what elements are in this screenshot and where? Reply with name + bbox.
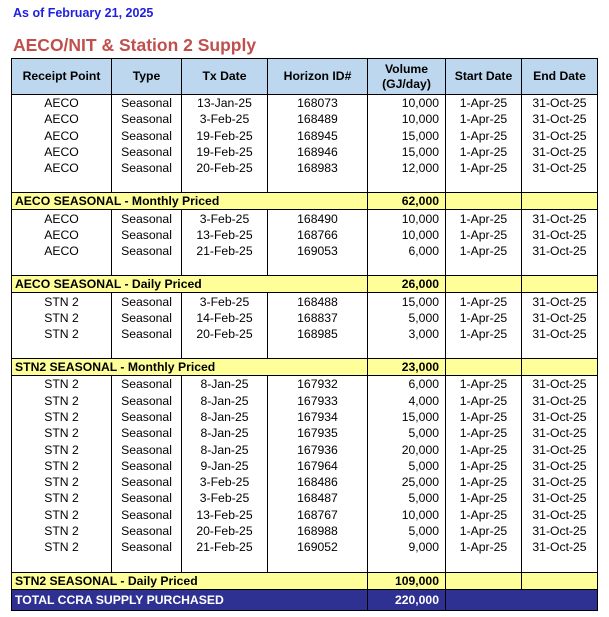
cell-tx-date: 3-Feb-25	[182, 474, 268, 490]
cell-end-date: 31-Oct-25	[522, 523, 598, 539]
subtotal-volume: 62,000	[368, 193, 446, 210]
subtotal-empty-cell	[522, 193, 598, 210]
cell-type: Seasonal	[112, 111, 182, 127]
cell-tx-date: 8-Jan-25	[182, 393, 268, 409]
cell-end-date: 31-Oct-25	[522, 490, 598, 506]
cell-end-date: 31-Oct-25	[522, 409, 598, 425]
spacer-cell	[268, 176, 368, 193]
spacer-cell	[182, 342, 268, 359]
subtotal-label: AECO SEASONAL - Daily Priced	[12, 276, 368, 293]
cell-horizon-id: 169053	[268, 243, 368, 259]
cell-tx-date: 13-Jan-25	[182, 95, 268, 112]
cell-horizon-id: 168489	[268, 111, 368, 127]
cell-type: Seasonal	[112, 144, 182, 160]
table-row	[12, 210, 598, 227]
subtotal-volume: 26,000	[368, 276, 446, 293]
spacer-cell	[522, 259, 598, 276]
table-row	[12, 144, 598, 160]
cell-volume: 10,000	[368, 95, 446, 112]
cell-start-date: 1-Apr-25	[446, 326, 522, 342]
cell-tx-date: 3-Feb-25	[182, 490, 268, 506]
cell-type: Seasonal	[112, 441, 182, 457]
table-row	[12, 474, 598, 490]
header-start-date: Start Date	[446, 59, 522, 95]
table-row	[12, 227, 598, 243]
cell-type: Seasonal	[112, 539, 182, 555]
cell-tx-date: 8-Jan-25	[182, 441, 268, 457]
subtotal-row	[12, 359, 598, 376]
cell-tx-date: 20-Feb-25	[182, 326, 268, 342]
cell-type: Seasonal	[112, 128, 182, 144]
spacer-cell	[446, 556, 522, 573]
subtotal-empty-cell	[446, 572, 522, 589]
cell-start-date: 1-Apr-25	[446, 243, 522, 259]
spacer-cell	[368, 176, 446, 193]
spacer-row	[12, 259, 598, 276]
spacer-cell	[182, 259, 268, 276]
cell-start-date: 1-Apr-25	[446, 458, 522, 474]
spacer-row	[12, 342, 598, 359]
cell-start-date: 1-Apr-25	[446, 95, 522, 112]
cell-end-date: 31-Oct-25	[522, 111, 598, 127]
cell-receipt-point: AECO	[12, 111, 112, 127]
cell-type: Seasonal	[112, 326, 182, 342]
spacer-row	[12, 176, 598, 193]
header-type: Type	[112, 59, 182, 95]
cell-end-date: 31-Oct-25	[522, 474, 598, 490]
cell-type: Seasonal	[112, 210, 182, 227]
cell-horizon-id: 168766	[268, 227, 368, 243]
cell-start-date: 1-Apr-25	[446, 227, 522, 243]
cell-receipt-point: STN 2	[12, 425, 112, 441]
cell-start-date: 1-Apr-25	[446, 539, 522, 555]
cell-receipt-point: STN 2	[12, 393, 112, 409]
cell-tx-date: 8-Jan-25	[182, 376, 268, 393]
cell-end-date: 31-Oct-25	[522, 310, 598, 326]
cell-type: Seasonal	[112, 243, 182, 259]
cell-tx-date: 3-Feb-25	[182, 111, 268, 127]
spacer-cell	[522, 176, 598, 193]
cell-tx-date: 8-Jan-25	[182, 409, 268, 425]
table-row	[12, 293, 598, 310]
cell-horizon-id: 167934	[268, 409, 368, 425]
spacer-cell	[268, 342, 368, 359]
table-row	[12, 409, 598, 425]
cell-end-date: 31-Oct-25	[522, 441, 598, 457]
cell-tx-date: 13-Feb-25	[182, 507, 268, 523]
cell-start-date: 1-Apr-25	[446, 474, 522, 490]
spacer-cell	[12, 342, 112, 359]
cell-receipt-point: STN 2	[12, 490, 112, 506]
cell-horizon-id: 168945	[268, 128, 368, 144]
cell-tx-date: 19-Feb-25	[182, 128, 268, 144]
cell-start-date: 1-Apr-25	[446, 490, 522, 506]
cell-type: Seasonal	[112, 474, 182, 490]
spacer-cell	[268, 556, 368, 573]
table-row	[12, 458, 598, 474]
cell-volume: 6,000	[368, 243, 446, 259]
cell-end-date: 31-Oct-25	[522, 458, 598, 474]
cell-receipt-point: AECO	[12, 144, 112, 160]
table-row	[12, 310, 598, 326]
cell-type: Seasonal	[112, 95, 182, 112]
cell-volume: 20,000	[368, 441, 446, 457]
spacer-cell	[182, 556, 268, 573]
cell-volume: 5,000	[368, 523, 446, 539]
cell-volume: 10,000	[368, 507, 446, 523]
cell-volume: 10,000	[368, 210, 446, 227]
supply-table	[11, 58, 598, 611]
cell-horizon-id: 169052	[268, 539, 368, 555]
cell-volume: 4,000	[368, 393, 446, 409]
cell-receipt-point: AECO	[12, 160, 112, 176]
total-volume: 220,000	[368, 589, 446, 610]
spacer-cell	[12, 259, 112, 276]
cell-start-date: 1-Apr-25	[446, 393, 522, 409]
cell-start-date: 1-Apr-25	[446, 210, 522, 227]
table-row	[12, 523, 598, 539]
cell-tx-date: 9-Jan-25	[182, 458, 268, 474]
subtotal-empty-cell	[446, 359, 522, 376]
cell-volume: 5,000	[368, 458, 446, 474]
cell-type: Seasonal	[112, 409, 182, 425]
subtotal-empty-cell	[522, 359, 598, 376]
cell-end-date: 31-Oct-25	[522, 95, 598, 112]
cell-end-date: 31-Oct-25	[522, 243, 598, 259]
cell-tx-date: 13-Feb-25	[182, 227, 268, 243]
cell-horizon-id: 167933	[268, 393, 368, 409]
spacer-cell	[12, 556, 112, 573]
cell-horizon-id: 168837	[268, 310, 368, 326]
cell-end-date: 31-Oct-25	[522, 507, 598, 523]
cell-volume: 5,000	[368, 425, 446, 441]
cell-receipt-point: STN 2	[12, 409, 112, 425]
cell-type: Seasonal	[112, 393, 182, 409]
table-row	[12, 160, 598, 176]
cell-horizon-id: 168983	[268, 160, 368, 176]
cell-volume: 10,000	[368, 111, 446, 127]
spacer-cell	[112, 259, 182, 276]
subtotal-volume: 23,000	[368, 359, 446, 376]
cell-receipt-point: AECO	[12, 128, 112, 144]
spacer-cell	[368, 259, 446, 276]
cell-end-date: 31-Oct-25	[522, 376, 598, 393]
subtotal-label: STN2 SEASONAL - Daily Priced	[12, 572, 368, 589]
table-row	[12, 128, 598, 144]
cell-horizon-id: 168767	[268, 507, 368, 523]
spacer-cell	[112, 176, 182, 193]
cell-volume: 12,000	[368, 160, 446, 176]
subtotal-label: AECO SEASONAL - Monthly Priced	[12, 193, 368, 210]
cell-volume: 15,000	[368, 409, 446, 425]
subtotal-empty-cell	[522, 572, 598, 589]
subtotal-empty-cell	[446, 193, 522, 210]
table-row	[12, 490, 598, 506]
header-receipt-point: Receipt Point	[12, 59, 112, 95]
cell-receipt-point: STN 2	[12, 326, 112, 342]
spacer-cell	[112, 342, 182, 359]
cell-tx-date: 21-Feb-25	[182, 243, 268, 259]
table-row	[12, 243, 598, 259]
header-row	[12, 59, 598, 95]
cell-receipt-point: AECO	[12, 243, 112, 259]
subtotal-row	[12, 572, 598, 589]
cell-receipt-point: STN 2	[12, 539, 112, 555]
cell-tx-date: 20-Feb-25	[182, 160, 268, 176]
spacer-cell	[12, 176, 112, 193]
cell-receipt-point: STN 2	[12, 310, 112, 326]
table-row	[12, 95, 598, 112]
cell-volume: 15,000	[368, 144, 446, 160]
cell-horizon-id: 168486	[268, 474, 368, 490]
cell-tx-date: 8-Jan-25	[182, 425, 268, 441]
header-tx-date: Tx Date	[182, 59, 268, 95]
cell-end-date: 31-Oct-25	[522, 393, 598, 409]
cell-type: Seasonal	[112, 507, 182, 523]
table-row	[12, 507, 598, 523]
cell-end-date: 31-Oct-25	[522, 539, 598, 555]
table-row	[12, 326, 598, 342]
cell-volume: 10,000	[368, 227, 446, 243]
subtotal-row	[12, 276, 598, 293]
table-row	[12, 393, 598, 409]
cell-receipt-point: AECO	[12, 227, 112, 243]
table-row	[12, 539, 598, 555]
cell-type: Seasonal	[112, 293, 182, 310]
cell-start-date: 1-Apr-25	[446, 111, 522, 127]
cell-end-date: 31-Oct-25	[522, 293, 598, 310]
cell-volume: 15,000	[368, 128, 446, 144]
header-volume: Volume (GJ/day)	[368, 59, 446, 95]
as-of-date: As of February 21, 2025	[13, 6, 154, 20]
spacer-cell	[446, 176, 522, 193]
cell-type: Seasonal	[112, 160, 182, 176]
table-row	[12, 425, 598, 441]
cell-tx-date: 21-Feb-25	[182, 539, 268, 555]
cell-end-date: 31-Oct-25	[522, 227, 598, 243]
cell-volume: 6,000	[368, 376, 446, 393]
cell-tx-date: 3-Feb-25	[182, 210, 268, 227]
cell-type: Seasonal	[112, 310, 182, 326]
cell-start-date: 1-Apr-25	[446, 425, 522, 441]
cell-start-date: 1-Apr-25	[446, 128, 522, 144]
cell-horizon-id: 167935	[268, 425, 368, 441]
cell-end-date: 31-Oct-25	[522, 128, 598, 144]
spacer-cell	[112, 556, 182, 573]
cell-horizon-id: 168073	[268, 95, 368, 112]
total-label: TOTAL CCRA SUPPLY PURCHASED	[12, 589, 368, 610]
spacer-cell	[268, 259, 368, 276]
subtotal-label: STN2 SEASONAL - Monthly Priced	[12, 359, 368, 376]
cell-volume: 9,000	[368, 539, 446, 555]
cell-horizon-id: 168487	[268, 490, 368, 506]
cell-tx-date: 3-Feb-25	[182, 293, 268, 310]
cell-receipt-point: STN 2	[12, 458, 112, 474]
cell-tx-date: 20-Feb-25	[182, 523, 268, 539]
cell-start-date: 1-Apr-25	[446, 293, 522, 310]
cell-receipt-point: STN 2	[12, 441, 112, 457]
cell-start-date: 1-Apr-25	[446, 409, 522, 425]
cell-type: Seasonal	[112, 523, 182, 539]
cell-end-date: 31-Oct-25	[522, 144, 598, 160]
table-row	[12, 441, 598, 457]
cell-end-date: 31-Oct-25	[522, 326, 598, 342]
spacer-cell	[446, 342, 522, 359]
cell-volume: 5,000	[368, 310, 446, 326]
cell-horizon-id: 167936	[268, 441, 368, 457]
cell-horizon-id: 168988	[268, 523, 368, 539]
spacer-cell	[446, 259, 522, 276]
cell-start-date: 1-Apr-25	[446, 523, 522, 539]
cell-type: Seasonal	[112, 458, 182, 474]
cell-volume: 25,000	[368, 474, 446, 490]
cell-receipt-point: STN 2	[12, 293, 112, 310]
spacer-cell	[522, 556, 598, 573]
header-horizon-id: Horizon ID#	[268, 59, 368, 95]
cell-horizon-id: 167932	[268, 376, 368, 393]
cell-volume: 5,000	[368, 490, 446, 506]
cell-end-date: 31-Oct-25	[522, 425, 598, 441]
cell-receipt-point: STN 2	[12, 474, 112, 490]
cell-tx-date: 19-Feb-25	[182, 144, 268, 160]
cell-start-date: 1-Apr-25	[446, 376, 522, 393]
cell-receipt-point: AECO	[12, 210, 112, 227]
spacer-cell	[182, 176, 268, 193]
cell-end-date: 31-Oct-25	[522, 160, 598, 176]
cell-start-date: 1-Apr-25	[446, 441, 522, 457]
cell-receipt-point: STN 2	[12, 523, 112, 539]
cell-start-date: 1-Apr-25	[446, 507, 522, 523]
header-end-date: End Date	[522, 59, 598, 95]
subtotal-empty-cell	[522, 276, 598, 293]
cell-type: Seasonal	[112, 376, 182, 393]
page-title: AECO/NIT & Station 2 Supply	[13, 35, 257, 55]
spacer-row	[12, 556, 598, 573]
total-empty-cell	[446, 589, 598, 610]
table-row	[12, 376, 598, 393]
cell-volume: 3,000	[368, 326, 446, 342]
cell-tx-date: 14-Feb-25	[182, 310, 268, 326]
spacer-cell	[368, 556, 446, 573]
cell-horizon-id: 168488	[268, 293, 368, 310]
cell-type: Seasonal	[112, 227, 182, 243]
subtotal-row	[12, 193, 598, 210]
subtotal-empty-cell	[446, 276, 522, 293]
cell-horizon-id: 168946	[268, 144, 368, 160]
cell-receipt-point: STN 2	[12, 376, 112, 393]
cell-receipt-point: STN 2	[12, 507, 112, 523]
cell-start-date: 1-Apr-25	[446, 310, 522, 326]
table-row	[12, 111, 598, 127]
total-row	[12, 589, 598, 610]
cell-horizon-id: 168490	[268, 210, 368, 227]
cell-end-date: 31-Oct-25	[522, 210, 598, 227]
cell-start-date: 1-Apr-25	[446, 144, 522, 160]
cell-horizon-id: 167964	[268, 458, 368, 474]
spacer-cell	[522, 342, 598, 359]
cell-volume: 15,000	[368, 293, 446, 310]
cell-type: Seasonal	[112, 425, 182, 441]
spacer-cell	[368, 342, 446, 359]
cell-receipt-point: AECO	[12, 95, 112, 112]
cell-horizon-id: 168985	[268, 326, 368, 342]
subtotal-volume: 109,000	[368, 572, 446, 589]
cell-start-date: 1-Apr-25	[446, 160, 522, 176]
cell-type: Seasonal	[112, 490, 182, 506]
